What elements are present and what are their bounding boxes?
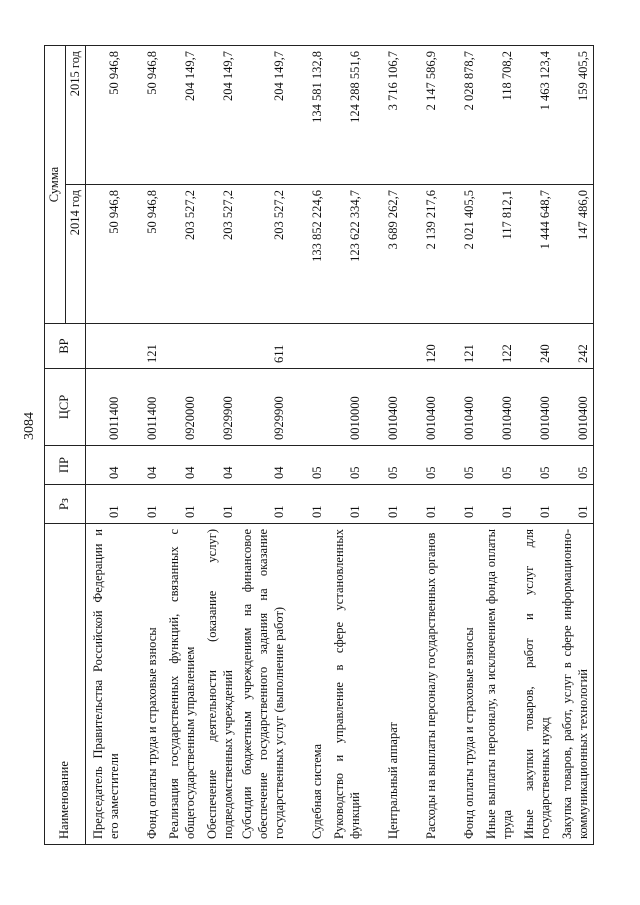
cell-sum-2014: 133 852 224,6 [289,185,327,324]
table-row [441,46,479,845]
table-body [86,46,594,845]
cell-name: Субсидии бюджетным учреждениям на финансовое обеспечение государственного задания на оказание государственных услуг (выполнение работ) [238,524,289,845]
cell-pr: 05 [441,446,479,485]
cell-csr: 0010400 [517,369,555,446]
cell-csr: 0010400 [555,369,594,446]
cell-rz: 01 [365,485,403,524]
cell-sum-2014: 147 486,0 [555,185,594,324]
budget-table-container [44,45,590,845]
cell-vr: 240 [517,324,555,369]
cell-sum-2015: 204 149,7 [162,46,200,185]
table-row [200,46,238,845]
cell-csr: 0010400 [441,369,479,446]
cell-csr: 0010000 [327,369,365,446]
cell-sum-2015: 1 463 123,4 [517,46,555,185]
table-row [238,46,289,845]
table-row [86,46,125,845]
cell-rz: 01 [327,485,365,524]
cell-sum-2015: 3 716 106,7 [365,46,403,185]
cell-sum-2015: 134 581 132,8 [289,46,327,185]
cell-vr [200,324,238,369]
cell-vr: 242 [555,324,594,369]
table-row [289,46,327,845]
table-header [45,46,86,845]
cell-vr [365,324,403,369]
cell-rz: 01 [403,485,441,524]
cell-name: Закупка товаров, работ, услуг в сфере информационно-коммуникационных технологий [555,524,594,845]
cell-name: Центральный аппарат [365,524,403,845]
cell-vr: 121 [124,324,162,369]
cell-rz: 01 [238,485,289,524]
cell-sum-2015: 204 149,7 [200,46,238,185]
budget-table [44,45,594,845]
cell-pr: 05 [517,446,555,485]
cell-name: Иные выплаты персоналу, за исключением фонда оплаты труда [479,524,517,845]
cell-csr: 0920000 [162,369,200,446]
cell-pr: 04 [162,446,200,485]
header-pr: ПР [45,446,86,485]
cell-sum-2014: 2 139 217,6 [403,185,441,324]
cell-pr: 04 [86,446,125,485]
cell-sum-2014: 203 527,2 [162,185,200,324]
cell-sum-2014: 2 021 405,5 [441,185,479,324]
cell-csr: 0010400 [479,369,517,446]
cell-sum-2014: 117 812,1 [479,185,517,324]
cell-vr [289,324,327,369]
header-year-2015: 2015 год [65,46,86,185]
cell-pr: 04 [124,446,162,485]
table-row [124,46,162,845]
cell-pr: 05 [479,446,517,485]
cell-rz: 01 [200,485,238,524]
cell-sum-2014: 123 622 334,7 [327,185,365,324]
cell-name: Иные закупки товаров, работ и услуг для государственных нужд [517,524,555,845]
cell-name: Расходы на выплаты персоналу государственных органов [403,524,441,845]
cell-vr: 611 [238,324,289,369]
cell-name: Реализация государственных функций, связанных с общегосударственным управлением [162,524,200,845]
cell-sum-2014: 3 689 262,7 [365,185,403,324]
cell-vr: 120 [403,324,441,369]
table-row [479,46,517,845]
header-year-2014: 2014 год [65,185,86,324]
cell-rz: 01 [441,485,479,524]
cell-rz: 01 [517,485,555,524]
cell-pr: 05 [327,446,365,485]
table-row [327,46,365,845]
cell-rz: 01 [124,485,162,524]
cell-name: Председатель Правительства Российской Федерации и его заместители [86,524,125,845]
cell-sum-2015: 2 147 586,9 [403,46,441,185]
cell-sum-2015: 159 405,5 [555,46,594,185]
cell-sum-2014: 1 444 648,7 [517,185,555,324]
cell-sum-2015: 50 946,8 [124,46,162,185]
cell-sum-2015: 2 028 878,7 [441,46,479,185]
cell-name: Руководство и управление в сфере установленных функций [327,524,365,845]
cell-name: Фонд оплаты труда и страховые взносы [124,524,162,845]
cell-vr [86,324,125,369]
cell-sum-2015: 204 149,7 [238,46,289,185]
cell-name: Фонд оплаты труда и страховые взносы [441,524,479,845]
cell-vr: 121 [441,324,479,369]
cell-pr: 04 [238,446,289,485]
cell-pr: 04 [200,446,238,485]
table-row [517,46,555,845]
page-number: 3084 [22,412,37,440]
cell-pr: 05 [555,446,594,485]
cell-pr: 05 [289,446,327,485]
cell-sum-2015: 124 288 551,6 [327,46,365,185]
cell-sum-2014: 50 946,8 [86,185,125,324]
cell-rz: 01 [479,485,517,524]
cell-sum-2015: 50 946,8 [86,46,125,185]
cell-csr [289,369,327,446]
cell-rz: 01 [162,485,200,524]
table-row [403,46,441,845]
cell-vr [162,324,200,369]
cell-sum-2015: 118 708,2 [479,46,517,185]
header-sum: Сумма [45,46,66,324]
cell-pr: 05 [365,446,403,485]
cell-rz: 01 [555,485,594,524]
header-name: Наименование [45,524,86,845]
table-row [162,46,200,845]
cell-csr: 0929900 [238,369,289,446]
cell-csr: 0011400 [86,369,125,446]
cell-vr: 122 [479,324,517,369]
cell-sum-2014: 203 527,2 [238,185,289,324]
cell-name: Обеспечение деятельности (оказание услуг) подведомственных учреждений [200,524,238,845]
cell-csr: 0929900 [200,369,238,446]
header-vr: ВР [45,324,86,369]
cell-pr: 05 [403,446,441,485]
cell-rz: 01 [86,485,125,524]
cell-rz: 01 [289,485,327,524]
cell-vr [327,324,365,369]
header-rz: Рз [45,485,86,524]
cell-csr: 0010400 [403,369,441,446]
table-row [555,46,594,845]
header-csr: ЦСР [45,369,86,446]
table-row [365,46,403,845]
cell-sum-2014: 50 946,8 [124,185,162,324]
cell-name: Судебная система [289,524,327,845]
cell-sum-2014: 203 527,2 [200,185,238,324]
cell-csr: 0011400 [124,369,162,446]
cell-csr: 0010400 [365,369,403,446]
